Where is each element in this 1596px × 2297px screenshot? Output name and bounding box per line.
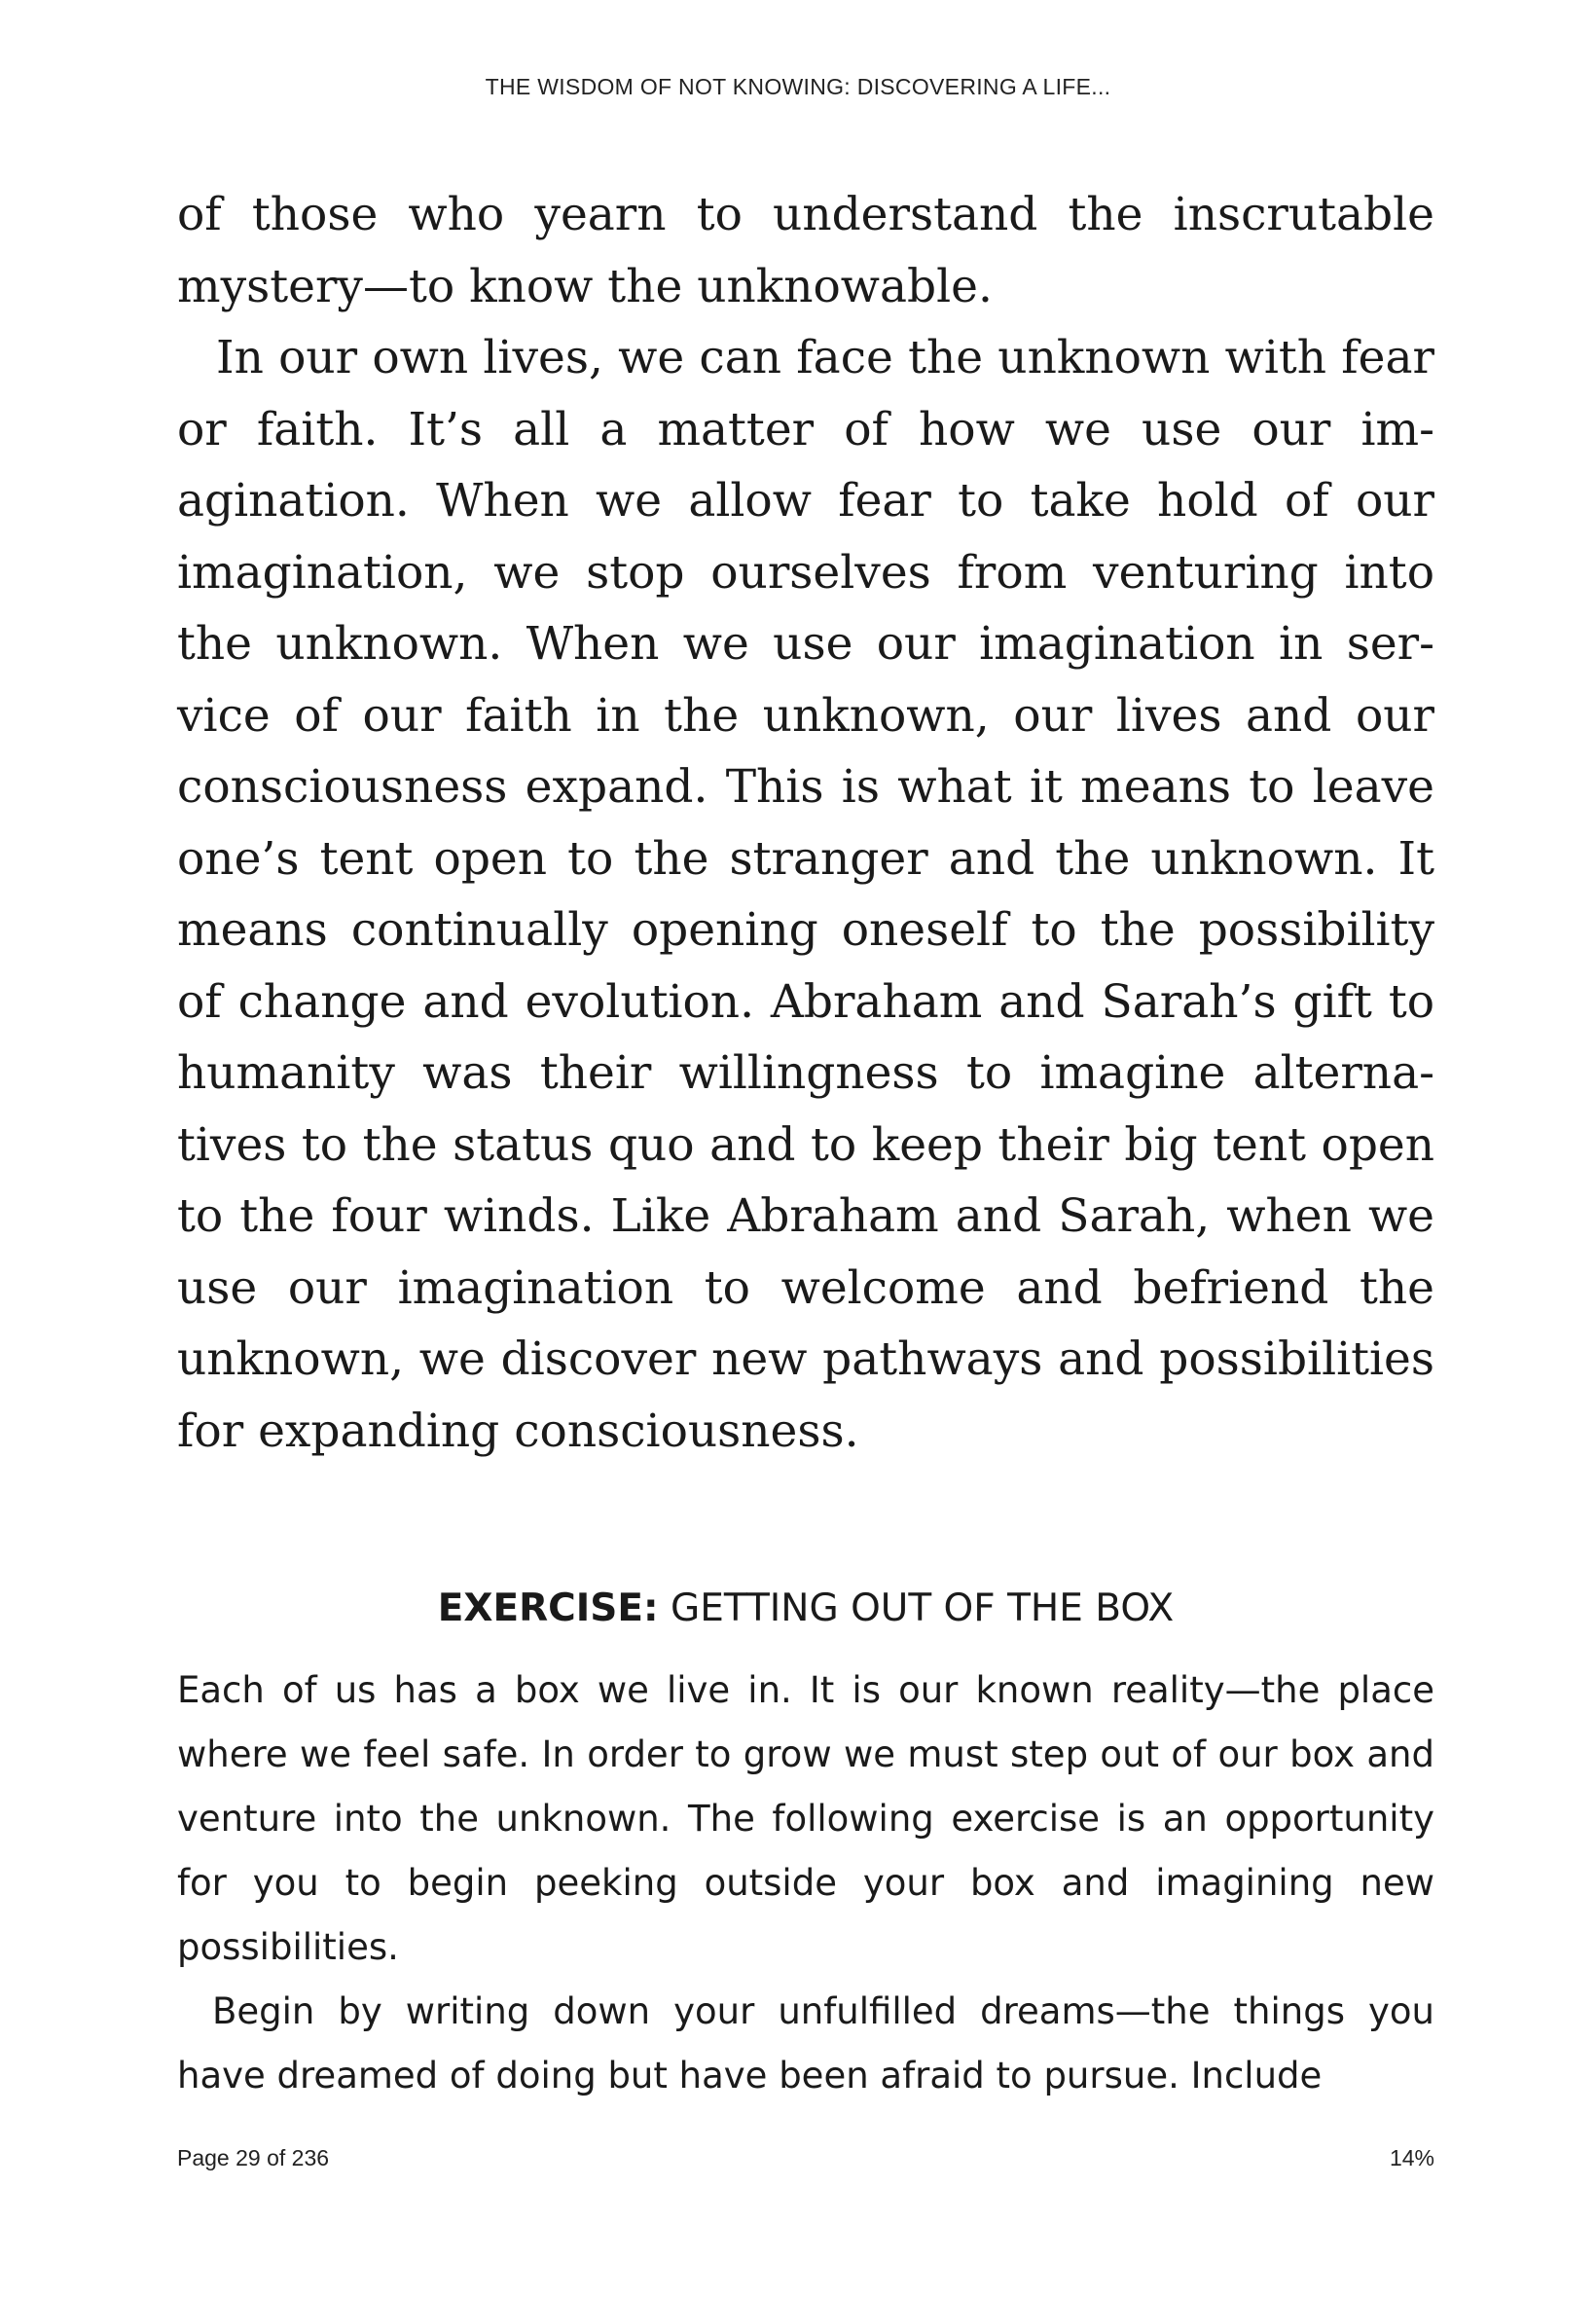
- exercise-paragraph: Each of us has a box we live in. It is our known reality—the place where we feel safe. In order to grow we must step out of our box and venture into the unknown. The following exercise is an opportunity for you to begin peeking outside your box and imagining new possibilities.: [177, 1669, 1434, 1968]
- exercise-heading: [177, 1577, 1434, 1641]
- book-title: THE WISDOM OF NOT KNOWING: DISCOVERING A LIFE...: [485, 74, 1111, 99]
- page-number: Page 29 of 236: [177, 2145, 330, 2170]
- exercise-label: EXERCISE:: [437, 1586, 659, 1630]
- paragraph: of those who yearn to understand the inscrutable mystery—to know the unknowable.: [177, 188, 1434, 313]
- paragraph: In our own lives, we can face the unknown with fear or faith. It’s all a matter of how we use our imagination. When we allow fear to take hold of our imagination, we stop ourselves from venturing into the unknown. When we use our imagination in service of our faith in the unknown, our lives and our consciousness expand. This is what it means to leave one’s tent open to the stranger and the unknown. It means continually opening oneself to the possibility of change and evolution. Abraham and Sarah’s gift to humanity was their willingness to imagine alternatives to the status quo and to keep their big tent open to the four winds. Like Abraham and Sarah, when we use our imagination to welcome and befriend the unknown, we discover new pathways and possibilities for expanding consciousness.: [177, 331, 1434, 1458]
- body-text: [177, 179, 1434, 1467]
- running-header: [0, 74, 1596, 100]
- page-content: [177, 179, 1434, 2108]
- exercise-paragraph: Begin by writing down your unfulfilled dreams—the things you have dreamed of doing but have been afraid to pursue. Include: [177, 1990, 1434, 2096]
- reading-progress: 14%: [1389, 2145, 1434, 2170]
- exercise-title: GETTING OUT OF THE BOX: [658, 1586, 1175, 1630]
- exercise-text: [177, 1659, 1434, 2108]
